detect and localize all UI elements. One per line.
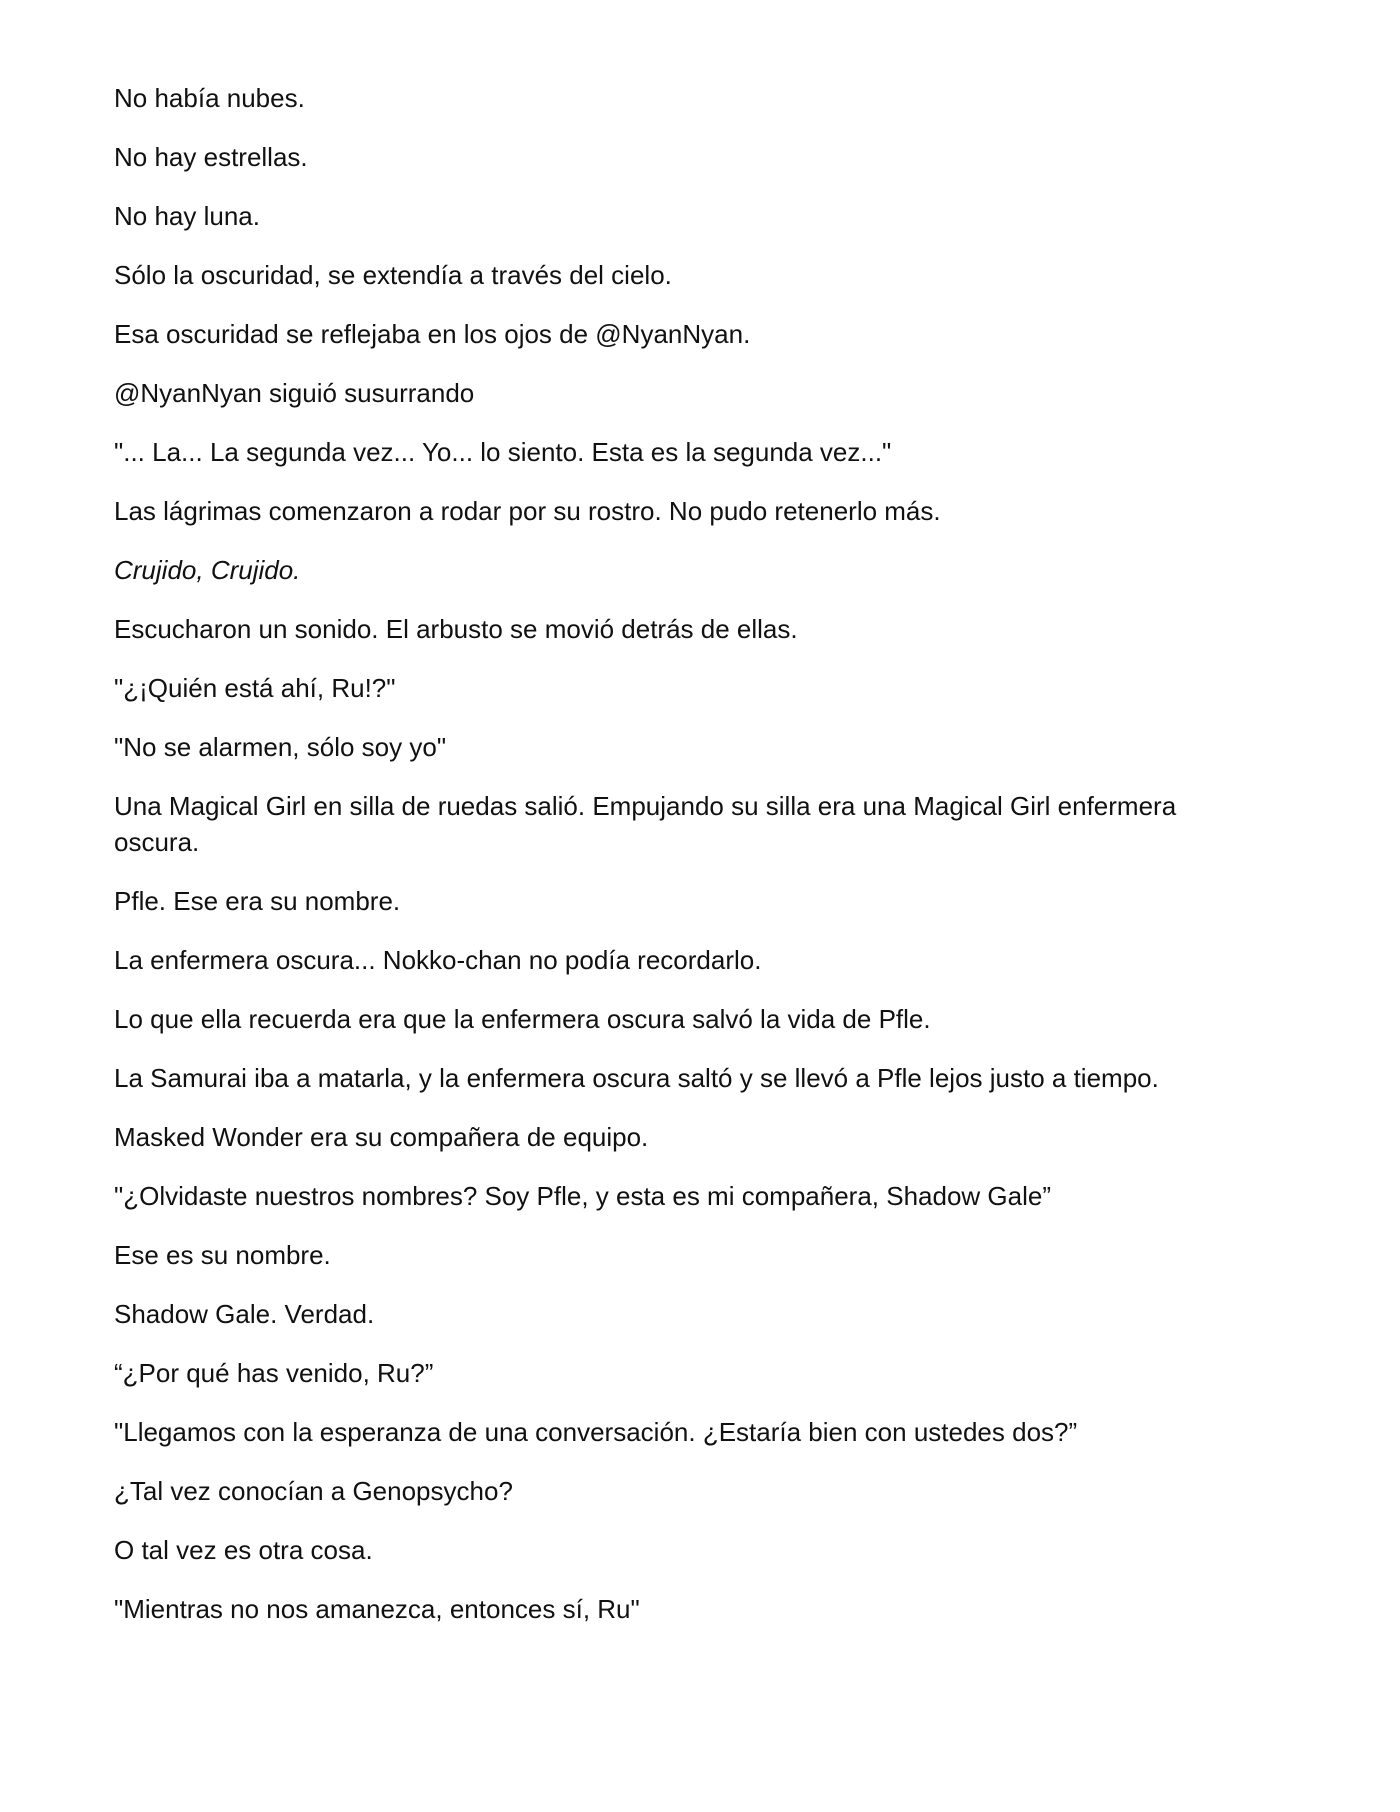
paragraph: Pfle. Ese era su nombre. [114,886,401,916]
dialogue-line: "Llegamos con la esperanza de una conversación. ¿Estaría bien con ustedes dos?” [114,1417,1078,1447]
paragraph: Las lágrimas comenzaron a rodar por su rostro. No pudo retenerlo más. [114,496,941,526]
dialogue-line: “¿Por qué has venido, Ru?” [114,1358,434,1388]
dialogue-line: "¿¡Quién está ahí, Ru!?" [114,673,396,703]
dialogue-line: "¿Olvidaste nuestros nombres? Soy Pfle, y esta es mi compañera, Shadow Gale” [114,1181,1051,1211]
paragraph: Escucharon un sonido. El arbusto se movió detrás de ellas. [114,614,798,644]
paragraph: No hay luna. [114,201,260,231]
paragraph: La enfermera oscura... Nokko-chan no podía recordarlo. [114,945,762,975]
paragraph: No había nubes. [114,83,305,113]
paragraph: Esa oscuridad se reflejaba en los ojos de @NyanNyan. [114,319,751,349]
dialogue-line: "Mientras no nos amanezca, entonces sí, Ru" [114,1594,640,1624]
paragraph: Sólo la oscuridad, se extendía a través del cielo. [114,260,672,290]
paragraph: Masked Wonder era su compañera de equipo. [114,1122,649,1152]
paragraph: @NyanNyan siguió susurrando [114,378,475,408]
paragraph: Lo que ella recuerda era que la enfermera oscura salvó la vida de Pfle. [114,1004,931,1034]
paragraph: No hay estrellas. [114,142,308,172]
sound-effect: Crujido, Crujido. [114,555,301,585]
paragraph: La Samurai iba a matarla, y la enfermera oscura saltó y se llevó a Pfle lejos justo a tiempo. [114,1063,1159,1093]
dialogue-line: "... La... La segunda vez... Yo... lo siento. Esta es la segunda vez..." [114,437,892,467]
paragraph: ¿Tal vez conocían a Genopsycho? [114,1476,513,1506]
paragraph: Una Magical Girl en silla de ruedas salió. Empujando su silla era una Magical Girl enfermera oscura. [114,791,1177,857]
paragraph: Shadow Gale. Verdad. [114,1299,375,1329]
dialogue-line: "No se alarmen, sólo soy yo" [114,732,447,762]
paragraph: Ese es su nombre. [114,1240,331,1270]
paragraph: O tal vez es otra cosa. [114,1535,373,1565]
